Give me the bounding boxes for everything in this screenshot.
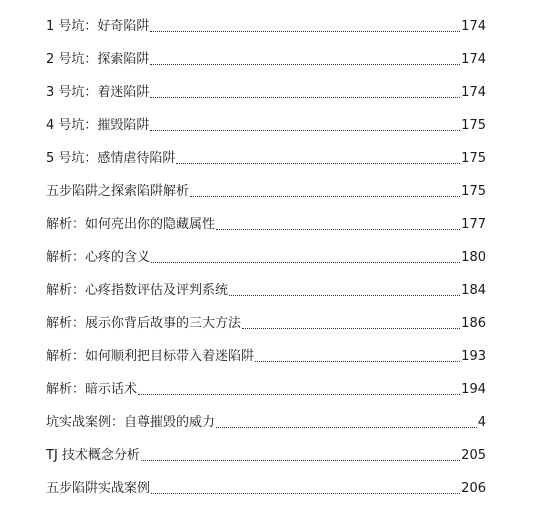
toc-entry-page: 194 xyxy=(461,381,486,397)
dot-leader xyxy=(150,31,460,32)
toc-entry[interactable] xyxy=(46,142,486,175)
dot-leader xyxy=(150,64,460,65)
toc-entry[interactable] xyxy=(46,340,486,373)
toc-entry-page: 174 xyxy=(461,18,486,34)
toc-entry-title: 2 号坑：探索陷阱 xyxy=(46,51,150,67)
toc-entry-page: 175 xyxy=(461,183,486,199)
dot-leader xyxy=(151,493,460,494)
toc-entry-page: 174 xyxy=(461,84,486,100)
dot-leader xyxy=(141,460,460,461)
toc-entry-title: 4 号坑：摧毁陷阱 xyxy=(46,117,150,133)
dot-leader xyxy=(216,229,460,230)
toc-entry-title: 解析：心疼的含义 xyxy=(46,249,151,265)
toc-entry[interactable] xyxy=(46,439,486,472)
toc-entry-page: 186 xyxy=(461,315,486,331)
toc-entry[interactable] xyxy=(46,208,486,241)
dot-leader xyxy=(255,361,460,362)
dot-leader xyxy=(150,97,460,98)
toc-entry-title: 五步陷阱实战案例 xyxy=(46,480,151,496)
toc-entry[interactable] xyxy=(46,472,486,505)
toc-entry-page: 205 xyxy=(461,447,486,463)
toc-entry-page: 4 xyxy=(477,414,486,430)
toc-entry-title: 3 号坑：着迷陷阱 xyxy=(46,84,150,100)
toc-entry[interactable] xyxy=(46,241,486,274)
toc-entry-title: TJ 技术概念分析 xyxy=(46,447,140,463)
toc-entry[interactable] xyxy=(46,307,486,340)
toc-entry-title: 5 号坑：感情虐待陷阱 xyxy=(46,150,176,166)
toc-entry-page: 184 xyxy=(461,282,486,298)
dot-leader xyxy=(176,163,460,164)
toc-entry-page: 206 xyxy=(461,480,486,496)
toc-entry-page: 193 xyxy=(461,348,486,364)
toc-entry-page: 175 xyxy=(461,117,486,133)
table-of-contents xyxy=(46,10,486,505)
toc-entry-title: 1 号坑：好奇陷阱 xyxy=(46,18,150,34)
toc-entry[interactable] xyxy=(46,76,486,109)
toc-entry-title: 坑实战案例：自尊摧毁的威力 xyxy=(46,414,216,430)
toc-entry-page: 180 xyxy=(461,249,486,265)
toc-entry[interactable] xyxy=(46,373,486,406)
toc-entry-title: 解析：暗示话术 xyxy=(46,381,138,397)
toc-entry-page: 175 xyxy=(461,150,486,166)
dot-leader xyxy=(242,328,460,329)
toc-entry-page: 177 xyxy=(461,216,486,232)
toc-entry-page: 174 xyxy=(461,51,486,67)
toc-entry[interactable] xyxy=(46,10,486,43)
toc-entry[interactable] xyxy=(46,274,486,307)
toc-entry-title: 解析：如何亮出你的隐藏属性 xyxy=(46,216,216,232)
dot-leader xyxy=(138,394,460,395)
dot-leader xyxy=(150,130,460,131)
toc-entry-title: 解析：心疼指数评估及评判系统 xyxy=(46,282,229,298)
toc-entry-title: 解析：展示你背后故事的三大方法 xyxy=(46,315,242,331)
toc-entry[interactable] xyxy=(46,109,486,142)
dot-leader xyxy=(190,196,460,197)
dot-leader xyxy=(229,295,460,296)
toc-entry[interactable] xyxy=(46,43,486,76)
toc-entry[interactable] xyxy=(46,175,486,208)
toc-entry-title: 解析：如何顺利把目标带入着迷陷阱 xyxy=(46,348,255,364)
toc-entry[interactable] xyxy=(46,406,486,439)
dot-leader xyxy=(151,262,460,263)
toc-entry-title: 五步陷阱之探索陷阱解析 xyxy=(46,183,190,199)
dot-leader xyxy=(216,427,477,428)
